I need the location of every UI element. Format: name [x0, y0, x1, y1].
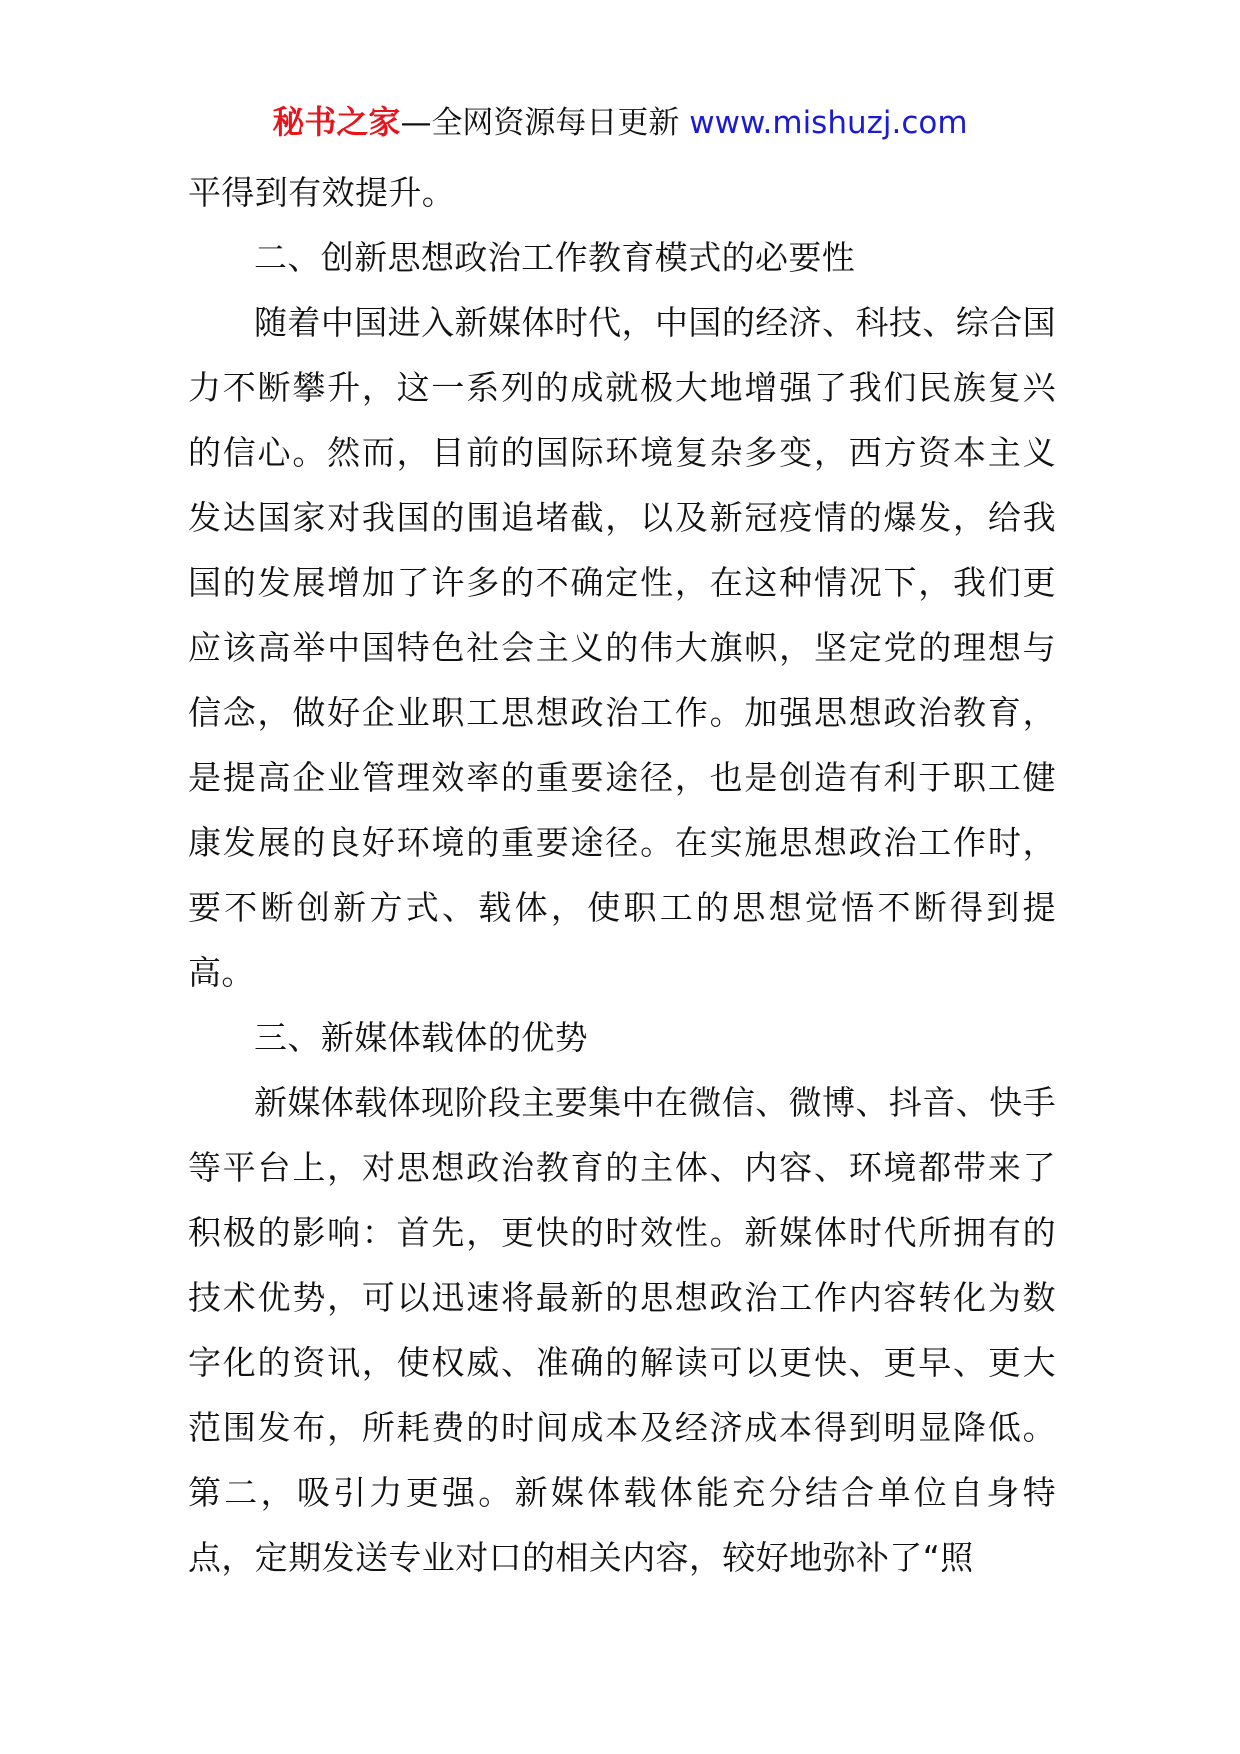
paragraph: 随着中国进入新媒体时代，中国的经济、科技、综合国力不断攀升，这一系列的成就极大地增强了我们民族复兴的信心。然而，目前的国际环境复杂多变，西方资本主义发达国家对我国的围追堵截，以及新冠疫情的爆发，给我国的发展增加了许多的不确定性，在这种情况下，我们更应该高举中国特色社会主义的伟大旗帜，坚定党的理想与信念，做好企业职工思想政治工作。加强思想政治教育，是提高企业管理效率的重要途径，也是创造有利于职工健康发展的良好环境的重要途径。在实施思想政治工作时，要不断创新方式、载体，使职工的思想觉悟不断得到提高。: [188, 303, 1056, 992]
paragraph: 新媒体载体现阶段主要集中在微信、微博、抖音、快手等平台上，对思想政治教育的主体、内容、环境都带来了积极的影响：首先，更快的时效性。新媒体时代所拥有的技术优势，可以迅速将最新的思想政治工作内容转化为数字化的资讯，使权威、准确的解读可以更快、更早、更大范围发布，所耗费的时间成本及经济成本得到明显降低。第二，吸引力更强。新媒体载体能充分结合单位自身特点，定期发送专业对口的相关内容，较好地弥补了“照: [188, 1083, 1056, 1577]
site-header: [0, 100, 1240, 145]
site-url-link[interactable]: www.mishuzj.com: [689, 105, 968, 141]
section-heading-3: 三、新媒体载体的优势: [254, 1018, 588, 1057]
brand-name: 秘书之家: [272, 103, 401, 141]
section-heading-2: 二、创新思想政治工作教育模式的必要性: [254, 238, 856, 277]
paragraph-continuation: 平得到有效提升。: [188, 173, 456, 212]
document-body: [188, 160, 1056, 1590]
header-tagline: —全网资源每日更新: [400, 105, 690, 141]
